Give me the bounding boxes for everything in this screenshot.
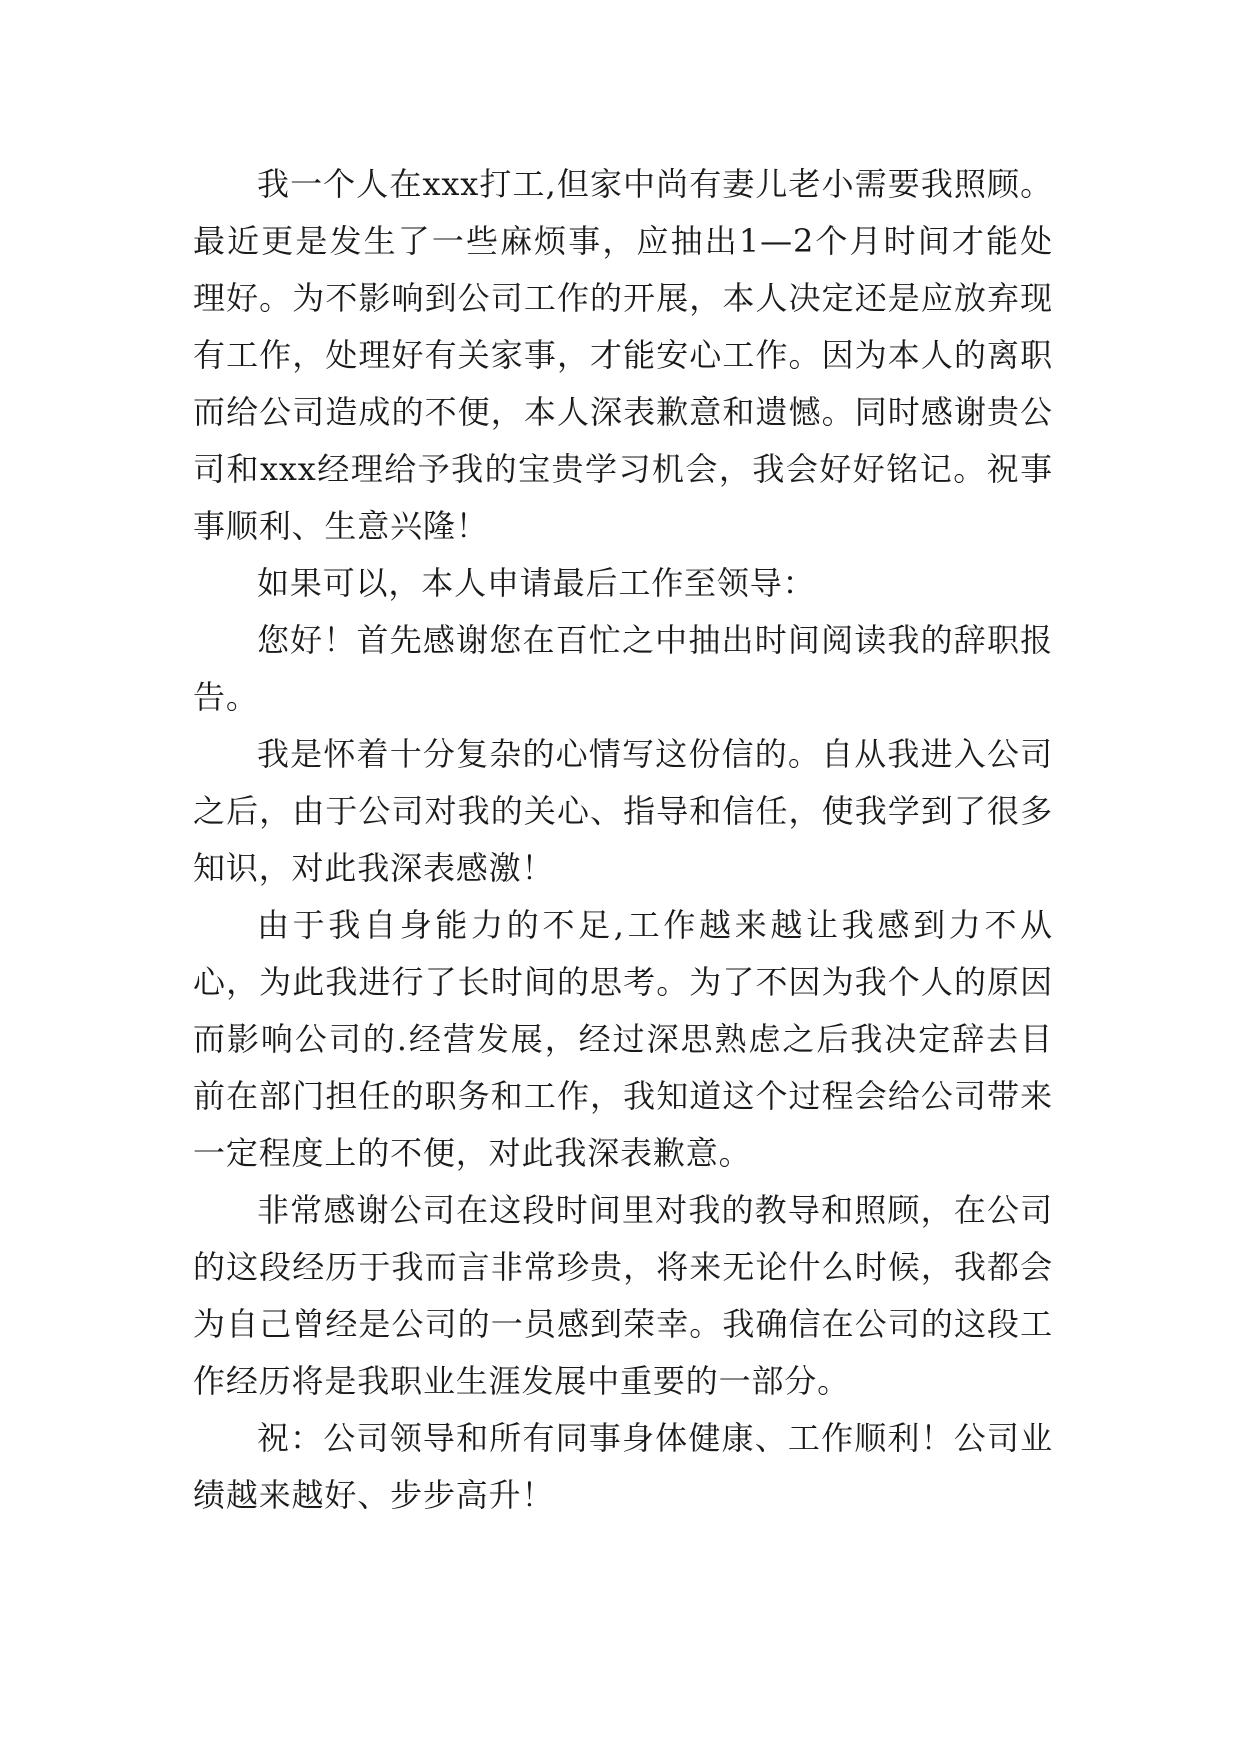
paragraph-closing-wishes: 祝：公司领导和所有同事身体健康、工作顺利！公司业绩越来越好、步步高升！: [193, 1419, 1053, 1514]
paragraph-greeting: 您好！首先感谢您在百忙之中抽出时间阅读我的辞职报告。: [193, 621, 1053, 716]
paragraph-family-reason: 我一个人在xxx打工,但家中尚有妻儿老小需要我照顾。最近更是发生了一些麻烦事，应抽出1—2个月时间才能处理好。为不影响到公司工作的开展，本人决定还是应放弃现有工作，处理好有关家事，才能安心工作。因为本人的离职而给公司造成的不便，本人深表歉意和遗憾。同时感谢贵公司和xxx经理给予我的宝贵学习机会，我会好好铭记。祝事事顺利、生意兴隆！: [193, 165, 1053, 545]
paragraph-gratitude: 我是怀着十分复杂的心情写这份信的。自从我进入公司之后，由于公司对我的关心、指导和信任，使我学到了很多知识，对此我深表感激！: [193, 735, 1053, 887]
paragraph-resignation-reason: 由于我自身能力的不足,工作越来越让我感到力不从心，为此我进行了长时间的思考。为了不因为我个人的原因而影响公司的.经营发展，经过深思熟虑之后我决定辞去目前在部门担任的职务和工作，我知道这个过程会给公司带来一定程度上的不便，对此我深表歉意。: [193, 906, 1053, 1172]
paragraph-thanks: 非常感谢公司在这段时间里对我的教导和照顾，在公司的这段经历于我而言非常珍贵，将来无论什么时候，我都会为自己曾经是公司的一员感到荣幸。我确信在公司的这段工作经历将是我职业生涯发展中重要的一部分。: [193, 1191, 1053, 1400]
paragraph-last-day-request: 如果可以，本人申请最后工作至领导：: [257, 564, 816, 602]
document-body: [193, 156, 1053, 1524]
